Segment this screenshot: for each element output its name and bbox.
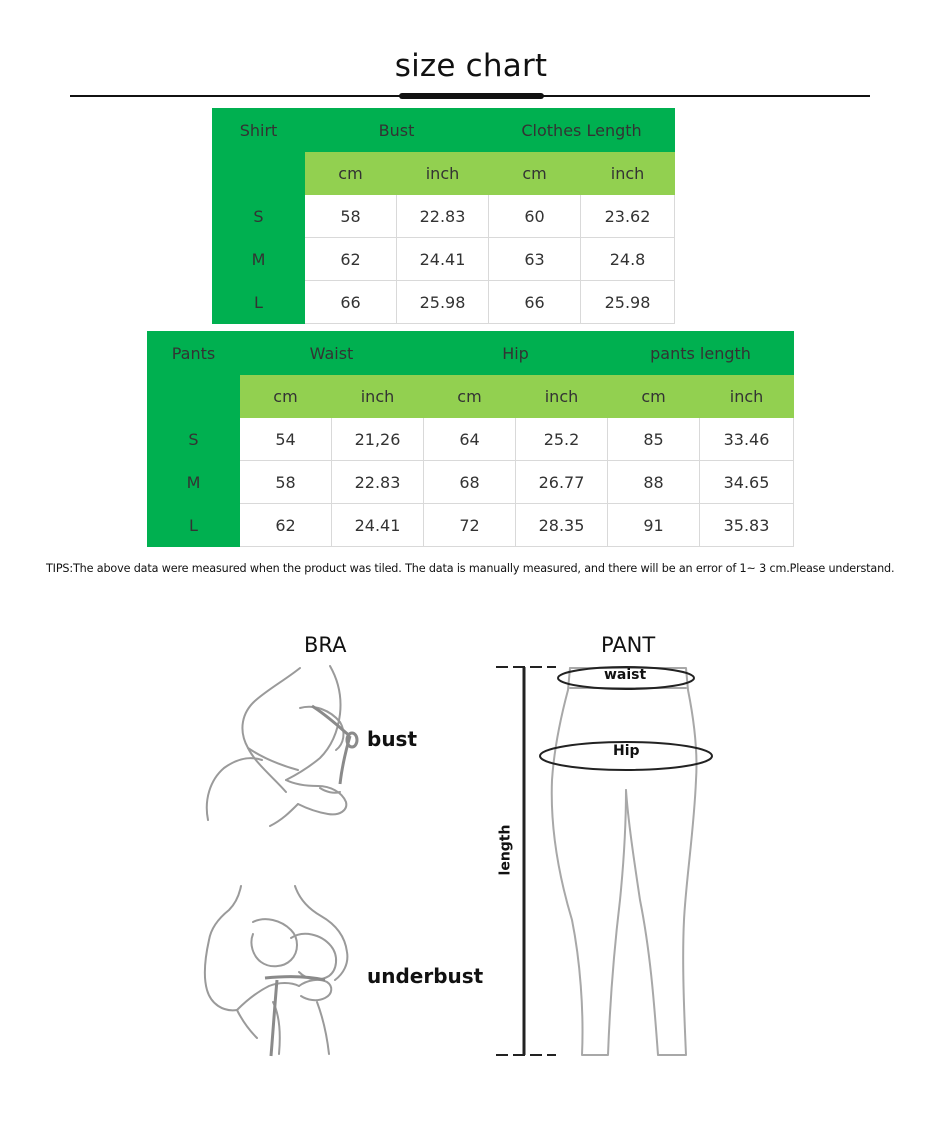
table-row [213,281,675,324]
table-cell: 25.2 [516,418,608,461]
table-cell: 91 [608,504,700,547]
table-cell: 24.41 [397,238,489,281]
table-cell: 22.83 [332,461,424,504]
table-row [148,418,794,461]
clothes-length-header: Clothes Length [489,109,675,152]
table-cell: 23.62 [581,195,675,238]
table-cell: 72 [424,504,516,547]
table-cell: 62 [240,504,332,547]
table-cell: 85 [608,418,700,461]
pants-length-header: pants length [608,332,794,375]
underbust-measure-illustration [195,882,370,1062]
size-column-spacer [213,152,305,195]
table-row [148,461,794,504]
table-cell: 63 [489,238,581,281]
table-cell: 33.46 [700,418,794,461]
pants-header-label: Pants [148,332,240,375]
unit-cell: cm [424,375,516,418]
size-column-spacer [148,375,240,418]
unit-cell: cm [608,375,700,418]
table-cell: 21,26 [332,418,424,461]
table-cell: 35.83 [700,504,794,547]
measurement-tips: TIPS:The above data were measured when the product was tiled. The data is manually measured, and there will be an error of 1~ 3 cm.Please understand. [46,562,895,575]
size-label: S [213,195,305,238]
table-cell: 25.98 [581,281,675,324]
page-title: size chart [394,48,548,84]
table-cell: 54 [240,418,332,461]
table-row [213,195,675,238]
waist-label: waist [604,667,647,683]
table-cell: 22.83 [397,195,489,238]
size-label: M [148,461,240,504]
table-cell: 26.77 [516,461,608,504]
table-row [213,238,675,281]
title-underline-bar [399,93,544,99]
unit-cell: inch [516,375,608,418]
table-row [148,504,794,547]
unit-cell: cm [305,152,397,195]
length-label: length [497,824,514,876]
unit-cell: inch [581,152,675,195]
table-cell: 68 [424,461,516,504]
table-cell: 58 [305,195,397,238]
size-label: L [213,281,305,324]
unit-cell: cm [240,375,332,418]
pants-unit-row [148,375,794,418]
unit-cell: inch [700,375,794,418]
hip-header: Hip [424,332,608,375]
bust-header: Bust [305,109,489,152]
unit-cell: inch [397,152,489,195]
table-cell: 64 [424,418,516,461]
shirt-unit-row [213,152,675,195]
table-cell: 25.98 [397,281,489,324]
size-label: L [148,504,240,547]
pants-outline-icon [536,660,716,1065]
table-cell: 24.8 [581,238,675,281]
table-cell: 28.35 [516,504,608,547]
pants-size-table [147,331,794,547]
pant-figure-title: PANT [601,633,656,657]
shirt-header-row [213,109,675,152]
table-cell: 34.65 [700,461,794,504]
waist-header: Waist [240,332,424,375]
size-label: M [213,238,305,281]
unit-cell: inch [332,375,424,418]
unit-cell: cm [489,152,581,195]
hip-label: Hip [613,743,640,759]
table-cell: 62 [305,238,397,281]
bust-label: bust [367,727,418,751]
table-cell: 66 [489,281,581,324]
shirt-header-label: Shirt [213,109,305,152]
table-cell: 88 [608,461,700,504]
bra-figure-title: BRA [304,633,347,657]
underbust-label: underbust [367,964,484,988]
size-label: S [148,418,240,461]
pants-header-row [148,332,794,375]
table-cell: 60 [489,195,581,238]
table-cell: 58 [240,461,332,504]
shirt-size-table [212,108,675,324]
bust-measure-illustration [190,660,390,830]
table-cell: 24.41 [332,504,424,547]
table-cell: 66 [305,281,397,324]
